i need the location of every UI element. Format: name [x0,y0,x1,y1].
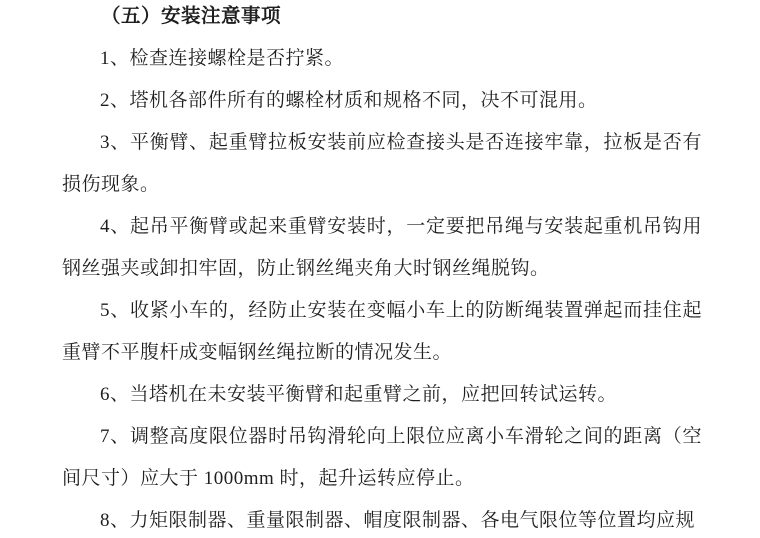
paragraph-item-3: 3、平衡臂、起重臂拉板安装前应检查接头是否连接牢靠，拉板是否有损伤现象。 [62,132,702,195]
section-heading: （五）安装注意事项 [101,6,282,27]
paragraph-item-5: 5、收紧小车的，经防止安装在变幅小车上的防断绳装置弹起而挂住起重臂不平腹杆成变幅钢丝绳拉断的情况发生。 [62,300,702,363]
paragraph-item-6: 6、当塔机在未安装平衡臂和起重臂之前，应把回转试运转。 [100,384,618,405]
paragraph-item-2: 2、塔机各部件所有的螺栓材质和规格不同，决不可混用。 [100,90,598,111]
paragraph-item-8: 8、力矩限制器、重量限制器、帽度限制器、各电气限位等位置均应规 [100,510,696,531]
paragraph-item-7: 7、调整高度限位器时吊钩滑轮向上限位应离小车滑轮之间的距离（空间尺寸）应大于 1000mm 时，起升运转应停止。 [62,426,702,489]
paragraph-item-4: 4、起吊平衡臂或起来重臂安装时，一定要把吊绳与安装起重机吊钩用钢丝强夹或卸扣牢固，防止钢丝绳夹角大时钢丝绳脱钩。 [62,216,702,279]
paragraph-item-1: 1、检查连接螺栓是否拧紧。 [100,48,345,69]
document-content [62,0,702,538]
